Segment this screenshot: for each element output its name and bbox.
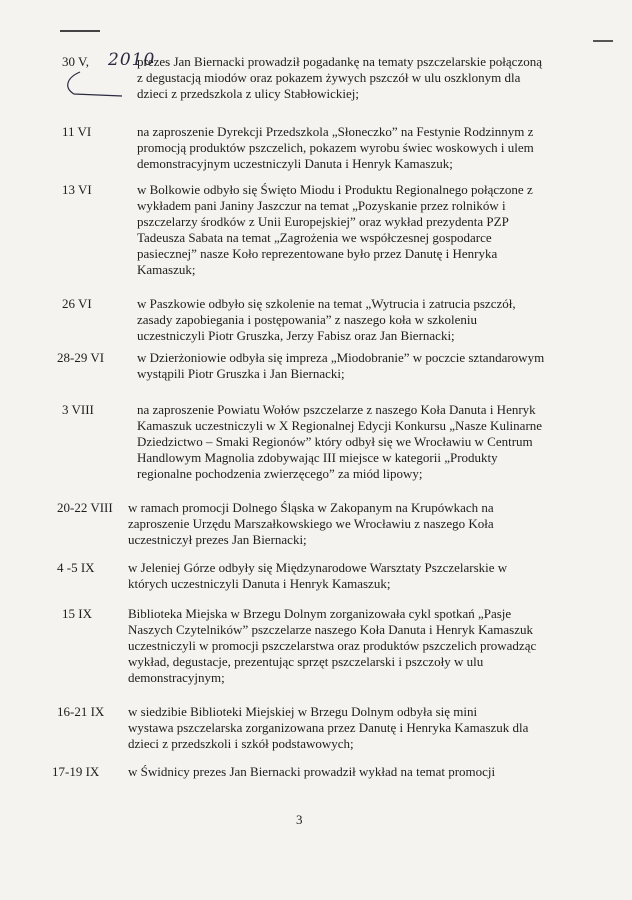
entry-text: [137, 350, 544, 382]
entry-text: [137, 54, 542, 102]
entry-line: demonstracyjnym uczestniczyli Danuta i Henryk Kamaszuk;: [137, 156, 453, 171]
entry-line: Dziedzictwo – Smaki Regionów” który odbył się we Wrocławiu w Centrum: [137, 434, 533, 449]
entry-text: [137, 182, 533, 278]
entry-text: [128, 704, 528, 752]
entry-date: 13 VI: [62, 182, 92, 197]
entry-line: na zaproszenie Powiatu Wołów pszczelarze z naszego Koła Danuta i Henryk: [137, 402, 536, 417]
entry-date: 17-19 IX: [52, 764, 100, 779]
entry-line: uczestniczyli Piotr Gruszka, Jerzy Fabisz oraz Jan Biernacki;: [137, 328, 455, 343]
entry-line: wystąpili Piotr Gruszka i Jan Biernacki;: [137, 366, 345, 381]
entry-line: których uczestniczyli Danuta i Henryk Kamaszuk;: [128, 576, 391, 591]
entry-line: w Paszkowie odbyło się szkolenie na temat „Wytrucia i zatrucia pszczół,: [137, 296, 516, 311]
top-left-mark: [60, 30, 100, 32]
entry-date: 30 V,: [62, 54, 89, 69]
entry-line: pasiecznej” nasze Koło reprezentowane było przez Danutę i Henryka: [137, 246, 498, 261]
entry-text: [128, 500, 494, 548]
handwritten-year-note: 2010: [108, 50, 156, 70]
entry-line: Handlowym Magnolia zdobywając III miejsce w kategorii „Produkty: [137, 450, 498, 465]
page-number: 3: [296, 812, 303, 827]
entry-line: w Świdnicy prezes Jan Biernacki prowadził wykład na temat promocji: [128, 764, 496, 779]
entry-date: 26 VI: [62, 296, 92, 311]
entry-text: [137, 402, 542, 482]
entry-line: uczestniczył prezes Jan Biernacki;: [128, 532, 307, 547]
entry-line: Kamaszuk uczestniczyli w X Regionalnej Edycji Konkursu „Nasze Kulinarne: [137, 418, 543, 433]
entry-date: 28-29 VI: [57, 350, 105, 365]
entry-line: pszczelarzy środków z Unii Europejskiej” oraz wykład prezydenta PZP: [137, 214, 509, 229]
entry-text: [128, 764, 495, 780]
entry-date: 16-21 IX: [57, 704, 105, 719]
entry-date: 3 VIII: [62, 402, 94, 417]
entry-line: Biblioteka Miejska w Brzegu Dolnym zorganizowała cykl spotkań „Pasje: [128, 606, 512, 621]
entry-date: 11 VI: [62, 124, 92, 139]
entry-line: w Bolkowie odbyło się Święto Miodu i Produktu Regionalnego połączone z: [137, 182, 533, 197]
entry-line: promocją produktów pszczelich, pokazem wyrobu świec woskowych i ulem: [137, 140, 534, 155]
entry-line: dzieci z przedszkoli i szkół podstawowych;: [128, 736, 354, 751]
entry-line: z degustacją miodów oraz pokazem żywych pszczół w ulu oszklonym dla: [137, 70, 521, 85]
entry-line: w Jeleniej Górze odbyły się Międzynarodowe Warsztaty Pszczelarskie w: [128, 560, 508, 575]
entry-line: zasady zapobiegania i postępowania” z naszego koła w szkoleniu: [137, 312, 478, 327]
entry-line: demonstracyjnym;: [128, 670, 225, 685]
entry-date: 20-22 VIII: [57, 500, 113, 515]
entry-date: 15 IX: [62, 606, 92, 621]
entry-line: zaproszenie Urzędu Marszałkowskiego we Wrocławiu z naszego Koła: [128, 516, 494, 531]
entry-line: regionalne pochodzenia zwierzęcego” za miód lipowy;: [137, 466, 423, 481]
entry-line: w siedzibie Biblioteki Miejskiej w Brzegu Dolnym odbyła się mini: [128, 704, 478, 719]
entry-text: [128, 606, 536, 686]
entry-text: [137, 124, 534, 172]
entry-line: Tadeusza Sabata na temat „Zagrożenia we współczesnej gospodarce: [137, 230, 492, 245]
top-right-mark: [593, 40, 613, 42]
entry-line: dzieci z przedszkola z ulicy Stabłowickiej;: [137, 86, 359, 101]
entry-line: wystawa pszczelarska zorganizowana przez Danutę i Henryka Kamaszuk dla: [128, 720, 529, 735]
entry-line: Naszych Czytelników” pszczelarze naszego Koła Danuta i Henryk Kamaszuk: [128, 622, 533, 637]
entry-text: [128, 560, 507, 592]
entry-line: w Dzierżoniowie odbyła się impreza „Miodobranie” w poczcie sztandarowym: [137, 350, 545, 365]
entry-line: prezes Jan Biernacki prowadził pogadankę na tematy pszczelarskie połączoną: [137, 54, 542, 69]
entry-line: Kamaszuk;: [137, 262, 196, 277]
entry-date: 4 -5 IX: [57, 560, 95, 575]
entry-line: wykład, degustacje, prezentując sprzęt pszczelarski i pszczoły w ulu: [128, 654, 484, 669]
entry-line: na zaproszenie Dyrekcji Przedszkola „Słoneczko” na Festynie Rodzinnym z: [137, 124, 534, 139]
entry-line: uczestniczyli w promocji pszczelarstwa oraz produktów pszczelich prowadząc: [128, 638, 537, 653]
entry-line: wykładem pani Janiny Jaszczur na temat „Pozyskanie przez rolników i: [137, 198, 506, 213]
entry-line: w ramach promocji Dolnego Śląska w Zakopanym na Krupówkach na: [128, 500, 494, 515]
entry-text: [137, 296, 516, 344]
handwritten-bracket-mark: [62, 70, 126, 100]
